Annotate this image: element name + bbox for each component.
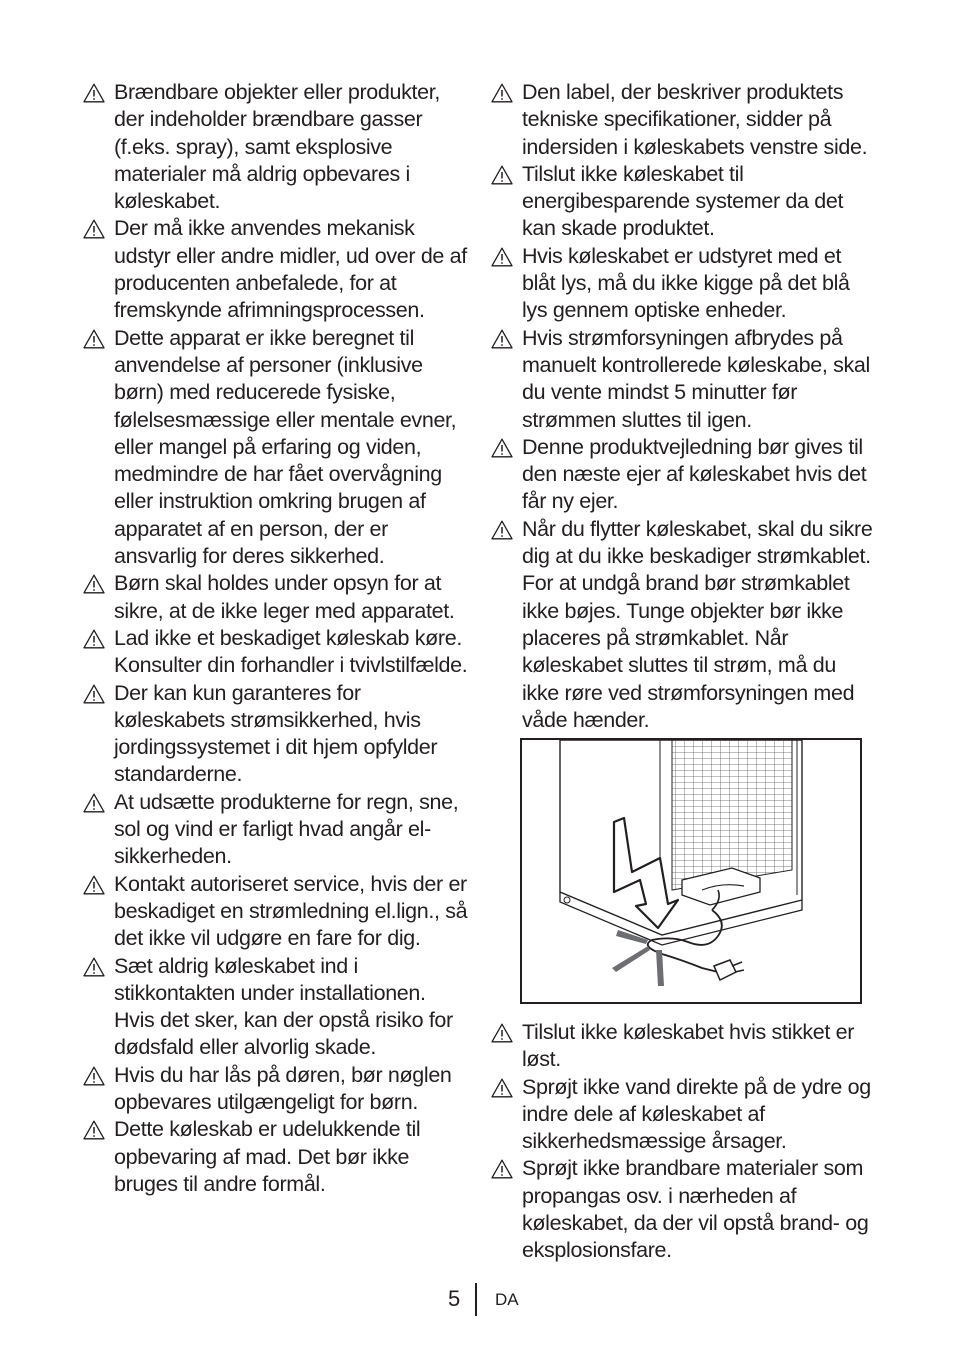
warning-item [488, 1155, 878, 1264]
warning-text: Sprøjt ikke brandbare materialer som propangas osv. i nærheden af køleskabet, da der vil opstå brand- og eksplosionsfare. [522, 1156, 869, 1263]
warning-text: Sæt aldrig køleskabet ind i stikkontakten under installationen. Hvis det sker, kan der opstå risiko for dødsfald eller alvorlig skade. [114, 953, 453, 1060]
warning-text: Den label, der beskriver produktets tekniske specifikationer, sidder på indersiden i køleskabets venstre side. [522, 80, 868, 159]
warning-text: Der kan kun garanteres for køleskabets strømsikkerhed, hvis jordingssystemet i dit hjem opfylder standarderne. [114, 680, 438, 787]
warning-item [80, 215, 470, 324]
warning-item [80, 325, 470, 571]
warning-text: Kontakt autoriseret service, hvis der er beskadiget en strømledning el.lign., så det ikke vil udgøre en fare for dig. [114, 871, 468, 951]
warning-triangle-icon [491, 165, 513, 185]
warning-text: Børn skal holdes under opsyn for at sikre, at de ikke leger med apparatet. [114, 571, 455, 623]
warning-triangle-icon [83, 875, 105, 895]
warning-item [80, 1116, 470, 1198]
warning-item [488, 161, 878, 243]
warning-triangle-icon [83, 629, 105, 649]
footer-divider [475, 1283, 477, 1316]
warning-text: Denne produktvejledning bør gives til den næste ejer af køleskabet hvis det får ny ejer. [522, 434, 867, 514]
warning-item [488, 516, 878, 734]
warning-triangle-icon [83, 83, 105, 103]
warning-triangle-icon [83, 793, 105, 813]
warning-item [80, 871, 470, 953]
warning-text: At udsætte produkterne for regn, sne, sol og vind er farligt hvad angår el-sikkerheden. [114, 789, 459, 869]
fridge-cable-illustration [520, 738, 862, 1004]
right-column [488, 79, 878, 734]
warning-text: Brændbare objekter eller produkter, der indeholder brændbare gasser (f.eks. spray), samt eksplosive materialer må aldrig opbevares i køleskabet. [114, 80, 440, 214]
warning-text: Når du flytter køleskabet, skal du sikre dig at du ikke beskadiger strømkablet. For at undgå brand bør strømkablet ikke bøjes. Tunge objekter bør ikke placeres på strømkablet. Når køleskabet sluttes til strøm, må du ikke røre ved strømforsyningen med våde hænder. [522, 516, 873, 732]
warning-text: Tilslut ikke køleskabet hvis stikket er løst. [522, 1020, 855, 1072]
warning-item [488, 325, 878, 434]
warning-triangle-icon [83, 329, 105, 349]
warning-item [488, 79, 878, 161]
warning-triangle-icon [491, 1078, 513, 1098]
warning-item [80, 79, 470, 215]
warning-triangle-icon [83, 957, 105, 977]
warning-triangle-icon [83, 1120, 105, 1140]
right-column-after-figure [488, 1019, 878, 1265]
warning-triangle-icon [491, 1023, 513, 1043]
warning-text: Hvis køleskabet er udstyret med et blåt lys, må du ikke kigge på det blå lys gennem optiske enheder. [522, 243, 850, 323]
warning-triangle-icon [83, 574, 105, 594]
warning-text: Der må ikke anvendes mekanisk udstyr eller andre midler, ud over de af producenten anbefalede, for at fremskynde afrimningsprocessen. [114, 216, 467, 323]
warning-triangle-icon [491, 438, 513, 458]
warning-triangle-icon [491, 83, 513, 103]
language-code: DA [495, 1290, 519, 1309]
warning-triangle-icon [83, 219, 105, 239]
warning-triangle-icon [491, 520, 513, 540]
warning-text: Dette apparat er ikke beregnet til anvendelse af personer (inklusive børn) med reducerede fysiske, følelsesmæssige eller mentale evner, eller mangel på erfaring og viden, medmindre de har fået overvågning eller instruktion omkring brugen af apparatet af en person, der er ansvarlig for deres sikkerhed. [114, 325, 457, 569]
warning-triangle-icon [491, 247, 513, 267]
warning-triangle-icon [83, 684, 105, 704]
warning-item [488, 1074, 878, 1156]
warning-item [80, 789, 470, 871]
warning-text: Lad ikke et beskadiget køleskab køre. Konsulter din forhandler i tvivlstilfælde. [114, 625, 468, 678]
warning-text: Hvis strømforsyningen afbrydes på manuelt kontrollerede køleskabe, skal du vente mindst 5 minutter før strømmen sluttes til igen. [522, 325, 870, 432]
left-column [80, 79, 470, 1198]
warning-item [488, 434, 878, 516]
warning-text: Dette køleskab er udelukkende til opbevaring af mad. Det bør ikke bruges til andre formål. [114, 1117, 421, 1196]
warning-text: Sprøjt ikke vand direkte på de ydre og indre dele af køleskabet af sikkerhedsmæssige årsager. [522, 1074, 871, 1154]
warning-item [488, 243, 878, 325]
warning-text: Tilslut ikke køleskabet til energibesparende systemer da det kan skade produktet. [522, 161, 844, 241]
warning-item [80, 625, 470, 680]
warning-triangle-icon [491, 329, 513, 349]
warning-item [488, 1019, 878, 1074]
warning-triangle-icon [491, 1159, 513, 1179]
warning-triangle-icon [83, 1066, 105, 1086]
warning-text: Hvis du har lås på døren, bør nøglen opbevares utilgængeligt for børn. [114, 1062, 452, 1114]
warning-item [80, 953, 470, 1062]
warning-item [80, 1062, 470, 1117]
warning-item [80, 570, 470, 625]
warning-item [80, 680, 470, 789]
page-number: 5 [448, 1286, 461, 1311]
